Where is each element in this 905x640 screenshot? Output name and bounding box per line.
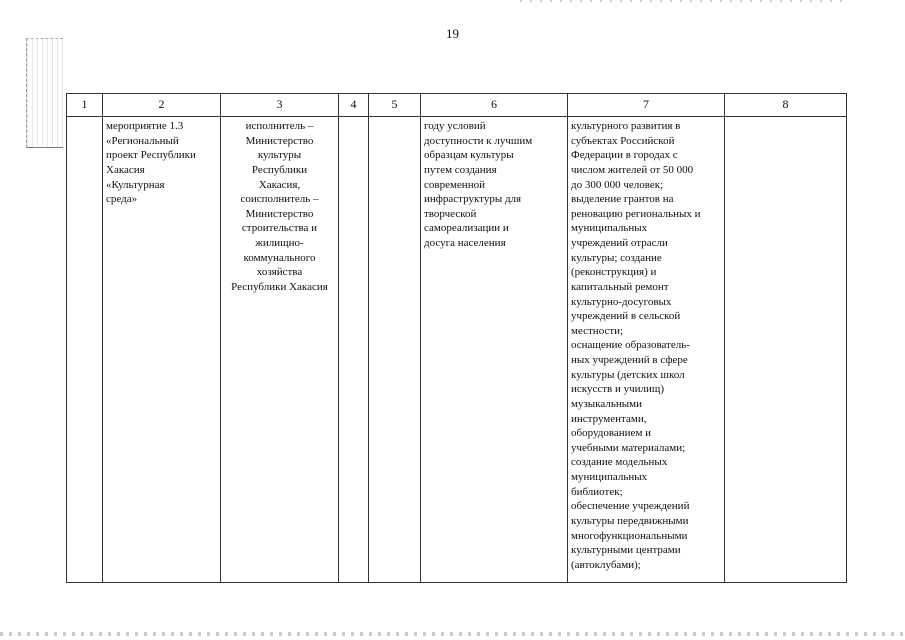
cell-text-line: культурными центрами bbox=[571, 544, 681, 557]
cell-text-line: проект Республики bbox=[106, 149, 196, 162]
header-row bbox=[67, 94, 847, 117]
cell-measure bbox=[103, 117, 221, 583]
cell-text-line: культуры; создание bbox=[571, 251, 662, 264]
cell-text-line: культурно-досуговых bbox=[571, 295, 672, 308]
header-cell-4: 4 bbox=[339, 94, 369, 117]
cell-text-line: Республики bbox=[251, 163, 308, 176]
cell-text-line: творческой bbox=[424, 207, 477, 220]
cell-text-line: Федерации в городах с bbox=[571, 149, 678, 162]
cell-text-line: Хакасия bbox=[106, 163, 145, 176]
cell-text-line: «Региональный bbox=[106, 134, 179, 147]
cell-col4 bbox=[339, 117, 369, 583]
cell-text-line: муниципальных bbox=[571, 222, 648, 235]
cell-text-line: путем создания bbox=[424, 163, 497, 176]
cell-text-line: мероприятие 1.3 bbox=[106, 120, 184, 132]
cell-executor bbox=[221, 117, 339, 583]
cell-text-line: культуры (детских школ bbox=[571, 368, 685, 381]
cell-text-line: коммунального bbox=[243, 251, 316, 264]
cell-text-line: Республики Хакасия bbox=[231, 280, 328, 293]
cell-text-line: капитальный ремонт bbox=[571, 280, 669, 293]
cell-text-line: выделение грантов на bbox=[571, 193, 674, 206]
cell-col5 bbox=[369, 117, 421, 583]
cell-text-line: образцам культуры bbox=[424, 149, 514, 162]
cell-text-line: многофункциональными bbox=[571, 529, 688, 542]
header-cell-2: 2 bbox=[103, 94, 221, 117]
cell-text-line: культуры передвижными bbox=[571, 514, 689, 527]
cell-text-line: году условий bbox=[424, 120, 486, 132]
cell-text-line: библиотек; bbox=[571, 485, 623, 498]
cell-text-line: современной bbox=[424, 178, 485, 191]
cell-text-line: инфраструктуры для bbox=[424, 193, 522, 206]
cell-text-line: искусств и училищ) bbox=[571, 383, 665, 396]
cell-text-line: хозяйства bbox=[256, 266, 303, 279]
cell-text-line: инструментами, bbox=[571, 412, 647, 425]
cell-text-line: Хакасия, bbox=[258, 178, 301, 191]
scan-noise-top bbox=[520, 0, 850, 2]
measures-table bbox=[66, 93, 847, 583]
cell-text-line: ных учреждений в сфере bbox=[571, 354, 688, 366]
cell-text-line: исполнитель – bbox=[245, 120, 314, 132]
cell-text-line: обеспечение учреждений bbox=[571, 500, 690, 513]
cell-text-line: музыкальными bbox=[571, 397, 642, 410]
cell-result bbox=[421, 117, 568, 583]
header-cell-3: 3 bbox=[221, 94, 339, 117]
table-row bbox=[67, 117, 847, 583]
cell-text-line: жилищно- bbox=[255, 237, 304, 249]
cell-text-line: учреждений отрасли bbox=[571, 237, 668, 249]
cell-text-line: учебными материалами; bbox=[571, 441, 686, 454]
cell-text-line: Министерство bbox=[245, 134, 314, 147]
cell-text-line: местности; bbox=[571, 324, 624, 337]
cell-text-line: доступности к лучшим bbox=[424, 134, 533, 147]
cell-text-line: оснащение образователь- bbox=[571, 339, 690, 352]
cell-text-line: (реконструкция) и bbox=[571, 266, 657, 279]
header-cell-5: 5 bbox=[369, 94, 421, 117]
header-cell-8: 8 bbox=[725, 94, 847, 117]
cell-text-line: самореализации и bbox=[424, 222, 509, 235]
cell-col8 bbox=[725, 117, 847, 583]
cell-text-line: (автоклубами); bbox=[571, 558, 641, 571]
cell-text-line: учреждений в сельской bbox=[571, 310, 681, 323]
cell-text-line: строительства и bbox=[241, 222, 318, 235]
cell-text-line: субъектах Российской bbox=[571, 134, 675, 147]
cell-text-line: «Культурная bbox=[106, 178, 165, 191]
header-cell-7: 7 bbox=[568, 94, 725, 117]
cell-text-line: числом жителей от 50 000 bbox=[571, 163, 694, 176]
cell-text-line: культурного развития в bbox=[571, 120, 681, 132]
page-number: 19 bbox=[446, 26, 459, 41]
cell-text-line: муниципальных bbox=[571, 471, 648, 483]
cell-text-line: Министерство bbox=[245, 207, 314, 220]
cell-description bbox=[568, 117, 725, 583]
header-cell-1: 1 bbox=[67, 94, 103, 117]
cell-number bbox=[67, 117, 103, 583]
cell-text-line: среда» bbox=[106, 193, 138, 206]
cell-text-line: оборудованием и bbox=[571, 427, 652, 440]
margin-stamp bbox=[26, 38, 63, 148]
header-cell-6: 6 bbox=[421, 94, 568, 117]
cell-text-line: культуры bbox=[257, 149, 302, 162]
scan-noise-bottom bbox=[0, 632, 905, 636]
cell-text-line: реновацию региональных и bbox=[571, 207, 701, 220]
cell-text-line: создание модельных bbox=[571, 456, 668, 469]
cell-text-line: досуга населения bbox=[424, 237, 506, 249]
cell-text-line: соисполнитель – bbox=[240, 193, 319, 206]
cell-text-line: до 300 000 человек; bbox=[571, 178, 664, 191]
